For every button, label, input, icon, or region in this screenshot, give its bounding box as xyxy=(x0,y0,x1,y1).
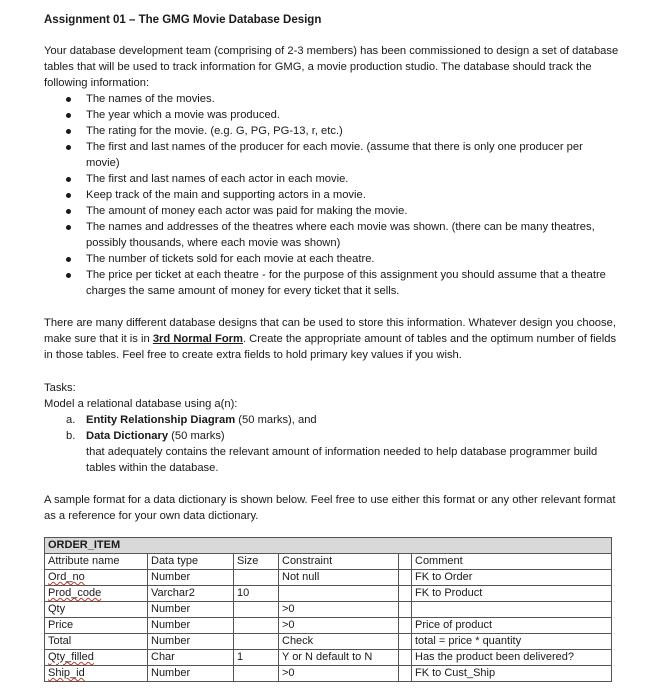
spacer-cell xyxy=(399,666,412,682)
document-title: Assignment 01 – The GMG Movie Database Design xyxy=(44,14,322,26)
data-type: Number xyxy=(148,570,234,586)
attribute-name: Price xyxy=(45,618,148,634)
data-type: Number xyxy=(148,634,234,650)
size: 1 xyxy=(234,650,279,666)
attribute-name xyxy=(45,586,148,602)
comment: total = price * quantity xyxy=(412,634,612,650)
list-item: The first and last names of the producer for each movie. (assume that there is only one producer per movie) xyxy=(66,139,619,171)
cell-text: Ord_no xyxy=(48,571,85,583)
table-header-row xyxy=(45,538,612,554)
size xyxy=(234,666,279,682)
tasks-heading: Tasks: xyxy=(44,382,76,394)
list-item: The rating for the movie. (e.g. G, PG, PG-13, r, etc.) xyxy=(66,123,619,139)
data-type: Number xyxy=(148,666,234,682)
data-dictionary-table xyxy=(44,537,612,682)
table-row xyxy=(45,586,612,602)
sample-format-paragraph: A sample format for a data dictionary is shown below. Feel free to use either this format or any other relevant format as a reference for your own data dictionary. xyxy=(44,494,616,522)
task-marker: a. xyxy=(66,414,76,426)
data-type: Char xyxy=(148,650,234,666)
list-item: The price per ticket at each theatre - for the purpose of this assignment you should assume that a theatre charges the same amount of money for every ticket that it sells. xyxy=(66,267,619,299)
normal-form-emphasis: 3rd Normal Form xyxy=(152,333,243,345)
table-row xyxy=(45,634,612,650)
task-list xyxy=(44,412,619,476)
table-name: ORDER_ITEM xyxy=(45,538,612,554)
list-item: The first and last names of each actor in each movie. xyxy=(66,171,619,187)
comment: FK to Product xyxy=(412,586,612,602)
list-item: The year which a movie was produced. xyxy=(66,107,619,123)
attribute-name: Qty xyxy=(45,602,148,618)
requirements-list xyxy=(44,91,619,299)
constraint: >0 xyxy=(279,666,399,682)
size xyxy=(234,618,279,634)
column-header: Data type xyxy=(148,554,234,570)
comment: Has the product been delivered? xyxy=(412,650,612,666)
task-title: Entity Relationship Diagram xyxy=(86,414,236,426)
list-item: The names and addresses of the theatres where each movie was shown. (there can be many theatres, possibly thousands, where each movie was shown) xyxy=(66,219,619,251)
normal-form-paragraph xyxy=(44,315,619,363)
spacer-cell xyxy=(399,618,412,634)
constraint: Check xyxy=(279,634,399,650)
tasks-section xyxy=(44,380,619,476)
task-title: Data Dictionary xyxy=(86,430,169,442)
spacer-cell xyxy=(399,586,412,602)
comment: FK to Order xyxy=(412,570,612,586)
cell-text: Prod_code xyxy=(48,587,102,599)
table-row xyxy=(45,602,612,618)
data-type: Number xyxy=(148,618,234,634)
list-item: Keep track of the main and supporting actors in a movie. xyxy=(66,187,619,203)
task-item xyxy=(66,428,619,444)
column-header xyxy=(399,554,412,570)
column-header: Attribute name xyxy=(45,554,148,570)
constraint: Y or N default to N xyxy=(279,650,399,666)
size: 10 xyxy=(234,586,279,602)
list-item: The names of the movies. xyxy=(66,91,619,107)
list-item: The number of tickets sold for each movie at each theatre. xyxy=(66,251,619,267)
task-marks: (50 marks), and xyxy=(235,414,317,426)
paragraph-text: There are many different database designs that can be used to store this information. Whatever design you choose, make sure that it is in xyxy=(44,317,616,345)
column-header-row xyxy=(45,554,612,570)
intro-paragraph: Your database development team (comprising of 2-3 members) has been commissioned to design a set of database tables that will be used to track information for GMG, a movie production studio. The database should track the following information: xyxy=(44,45,619,89)
data-type: Number xyxy=(148,602,234,618)
table-row xyxy=(45,666,612,682)
constraint: >0 xyxy=(279,618,399,634)
column-header: Comment xyxy=(412,554,612,570)
tasks-intro: Model a relational database using a(n): xyxy=(44,398,238,410)
spacer-cell xyxy=(399,634,412,650)
column-header: Constraint xyxy=(279,554,399,570)
cell-text: Qty_filled xyxy=(48,651,94,663)
spacer-cell xyxy=(399,570,412,586)
table-row xyxy=(45,618,612,634)
task-marker: b. xyxy=(66,430,76,442)
table-row xyxy=(45,650,612,666)
size xyxy=(234,602,279,618)
comment: Price of product xyxy=(412,618,612,634)
assignment-document xyxy=(44,10,619,524)
spacer-cell xyxy=(399,602,412,618)
data-type: Varchar2 xyxy=(148,586,234,602)
attribute-name xyxy=(45,570,148,586)
comment: FK to Cust_Ship xyxy=(412,666,612,682)
spacer-cell xyxy=(399,650,412,666)
constraint: Not null xyxy=(279,570,399,586)
constraint xyxy=(279,586,399,602)
paragraph-text: . Create the appropriate amount of tables and the optimum number of fields in those tables. Feel free to create extra fields to hold primary key values if you wish. xyxy=(44,333,617,361)
constraint: >0 xyxy=(279,602,399,618)
cell-text: Ship_id xyxy=(48,667,85,679)
column-header: Size xyxy=(234,554,279,570)
table-row xyxy=(45,570,612,586)
size xyxy=(234,634,279,650)
list-item: The amount of money each actor was paid for making the movie. xyxy=(66,203,619,219)
comment xyxy=(412,602,612,618)
attribute-name xyxy=(45,650,148,666)
size xyxy=(234,570,279,586)
task-item xyxy=(66,412,619,428)
task-marks: (50 marks) xyxy=(168,430,225,442)
task-note: that adequately contains the relevant amount of information needed to help database programmer build tables within the database. xyxy=(86,446,598,474)
attribute-name: Total xyxy=(45,634,148,650)
attribute-name xyxy=(45,666,148,682)
